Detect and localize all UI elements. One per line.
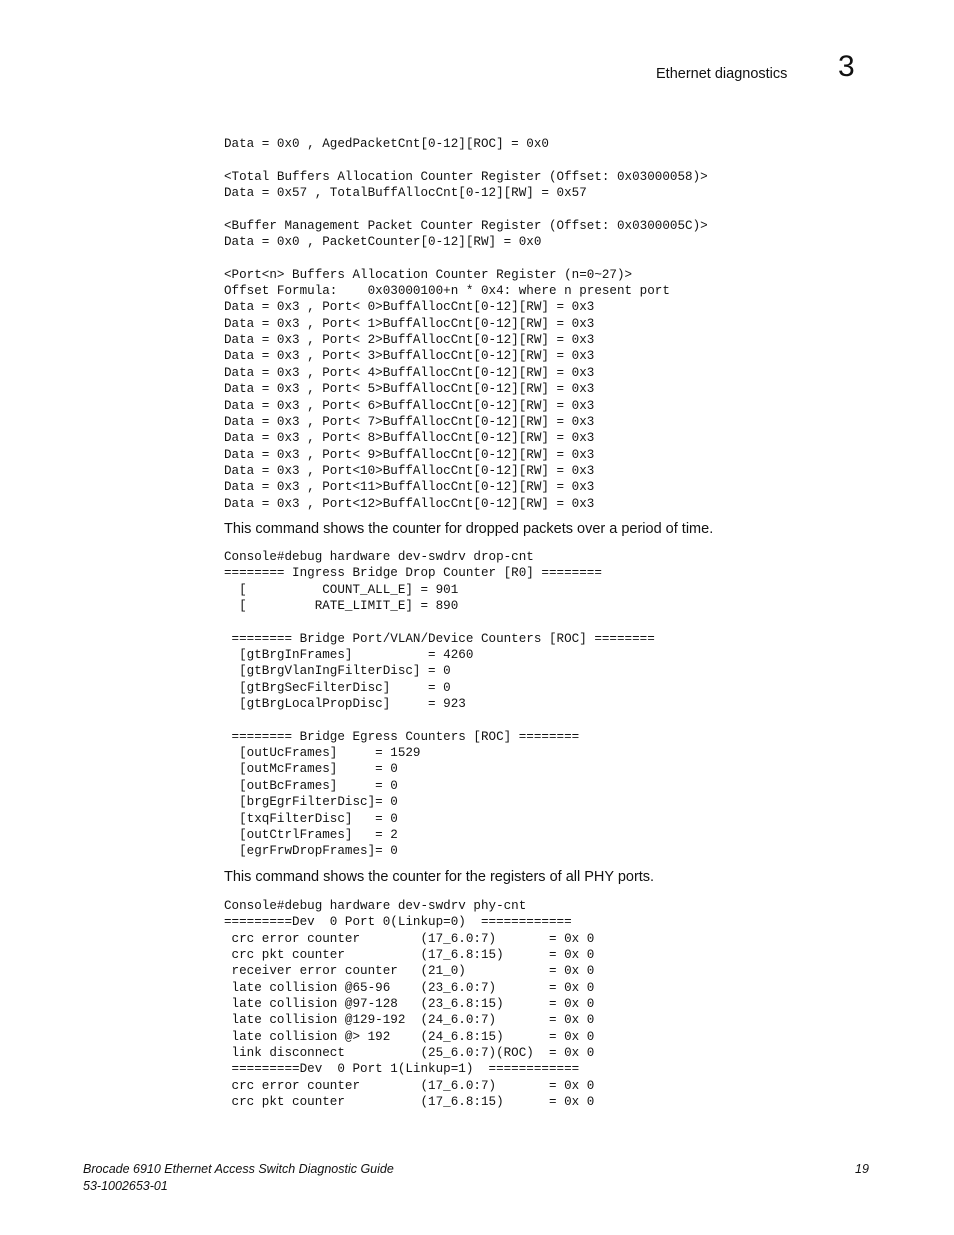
code-block-phy-counters: Console#debug hardware dev-swdrv phy-cnt =========Dev 0 Port 0(Linkup=0) ============ crc error counter (17_6.0:7) = 0x 0 crc pkt counter (17_6.8:15) = 0x 0 receiver error counter (21_0) = 0x 0 late collision @65-96 (23_6.0:7) = 0x 0 late collision @97-128 (23_6.8:15) = 0x 0 late collision @129-192 (24_6.0:7) = 0x 0 late collision @> 192 (24_6.8:15) = 0x 0 link disconnect (25_6.0:7)(ROC) = 0x 0 =========Dev 0 Port 1(Linkup=1) ============ crc error counter (17_6.0:7) = 0x 0 crc pkt counter (17_6.8:15) = 0x 0 [224, 899, 595, 1110]
section-title: Ethernet diagnostics [656, 66, 788, 82]
footer-doc-number: 53-1002653-01 [83, 1179, 168, 1193]
footer-guide-title: Brocade 6910 Ethernet Access Switch Diagnostic Guide [83, 1162, 394, 1176]
drop-counter-description: This command shows the counter for dropped packets over a period of time. [224, 521, 714, 537]
chapter-number: 3 [838, 50, 855, 83]
code-block-drop-counters: Console#debug hardware dev-swdrv drop-cnt ======== Ingress Bridge Drop Counter [R0] ======== [ COUNT_ALL_E] = 901 [ RATE_LIMIT_E] = 890 ======== Bridge Port/VLAN/Device Counters [ROC] ======== [gtBrgInFrames] = 4260 [gtBrgVlanIngFilterDisc] = 0 [gtBrgSecFilterDisc] = 0 [gtBrgLocalPropDisc] = 923 ======== Bridge Egress Counters [ROC] ======== [outUcFrames] = 1529 [outMcFrames] = 0 [outBcFrames] = 0 [brgEgrFilterDisc]= 0 [txqFilterDisc] = 0 [outCtrlFrames] = 2 [egrFrwDropFrames]= 0 [224, 550, 655, 859]
page-number: 19 [855, 1162, 869, 1176]
code-block-buffer-registers: Data = 0x0 , AgedPacketCnt[0-12][ROC] = 0x0 <Total Buffers Allocation Counter Register (Offset: 0x03000058)> Data = 0x57 , TotalBuffAllocCnt[0-12][RW] = 0x57 <Buffer Management Packet Counter Register (Offset: 0x0300005C)> Data = 0x0 , PacketCounter[0-12][RW] = 0x0 <Port<n> Buffers Allocation Counter Register (n=0~27)> Offset Formula: 0x03000100+n * 0x4: where n present port Data = 0x3 , Port< 0>BuffAllocCnt[0-12][RW] = 0x3 Data = 0x3 , Port< 1>BuffAllocCnt[0-12][RW] = 0x3 Data = 0x3 , Port< 2>BuffAllocCnt[0-12][RW] = 0x3 Data = 0x3 , Port< 3>BuffAllocCnt[0-12][RW] = 0x3 Data = 0x3 , Port< 4>BuffAllocCnt[0-12][RW] = 0x3 Data = 0x3 , Port< 5>BuffAllocCnt[0-12][RW] = 0x3 Data = 0x3 , Port< 6>BuffAllocCnt[0-12][RW] = 0x3 Data = 0x3 , Port< 7>BuffAllocCnt[0-12][RW] = 0x3 Data = 0x3 , Port< 8>BuffAllocCnt[0-12][RW] = 0x3 Data = 0x3 , Port< 9>BuffAllocCnt[0-12][RW] = 0x3 Data = 0x3 , Port<10>BuffAllocCnt[0-12][RW] = 0x3 Data = 0x3 , Port<11>BuffAllocCnt[0-12][RW] = 0x3 Data = 0x3 , Port<12>BuffAllocCnt[0-12][RW] = 0x3 [224, 137, 708, 511]
phy-counter-description: This command shows the counter for the registers of all PHY ports. [224, 869, 655, 885]
